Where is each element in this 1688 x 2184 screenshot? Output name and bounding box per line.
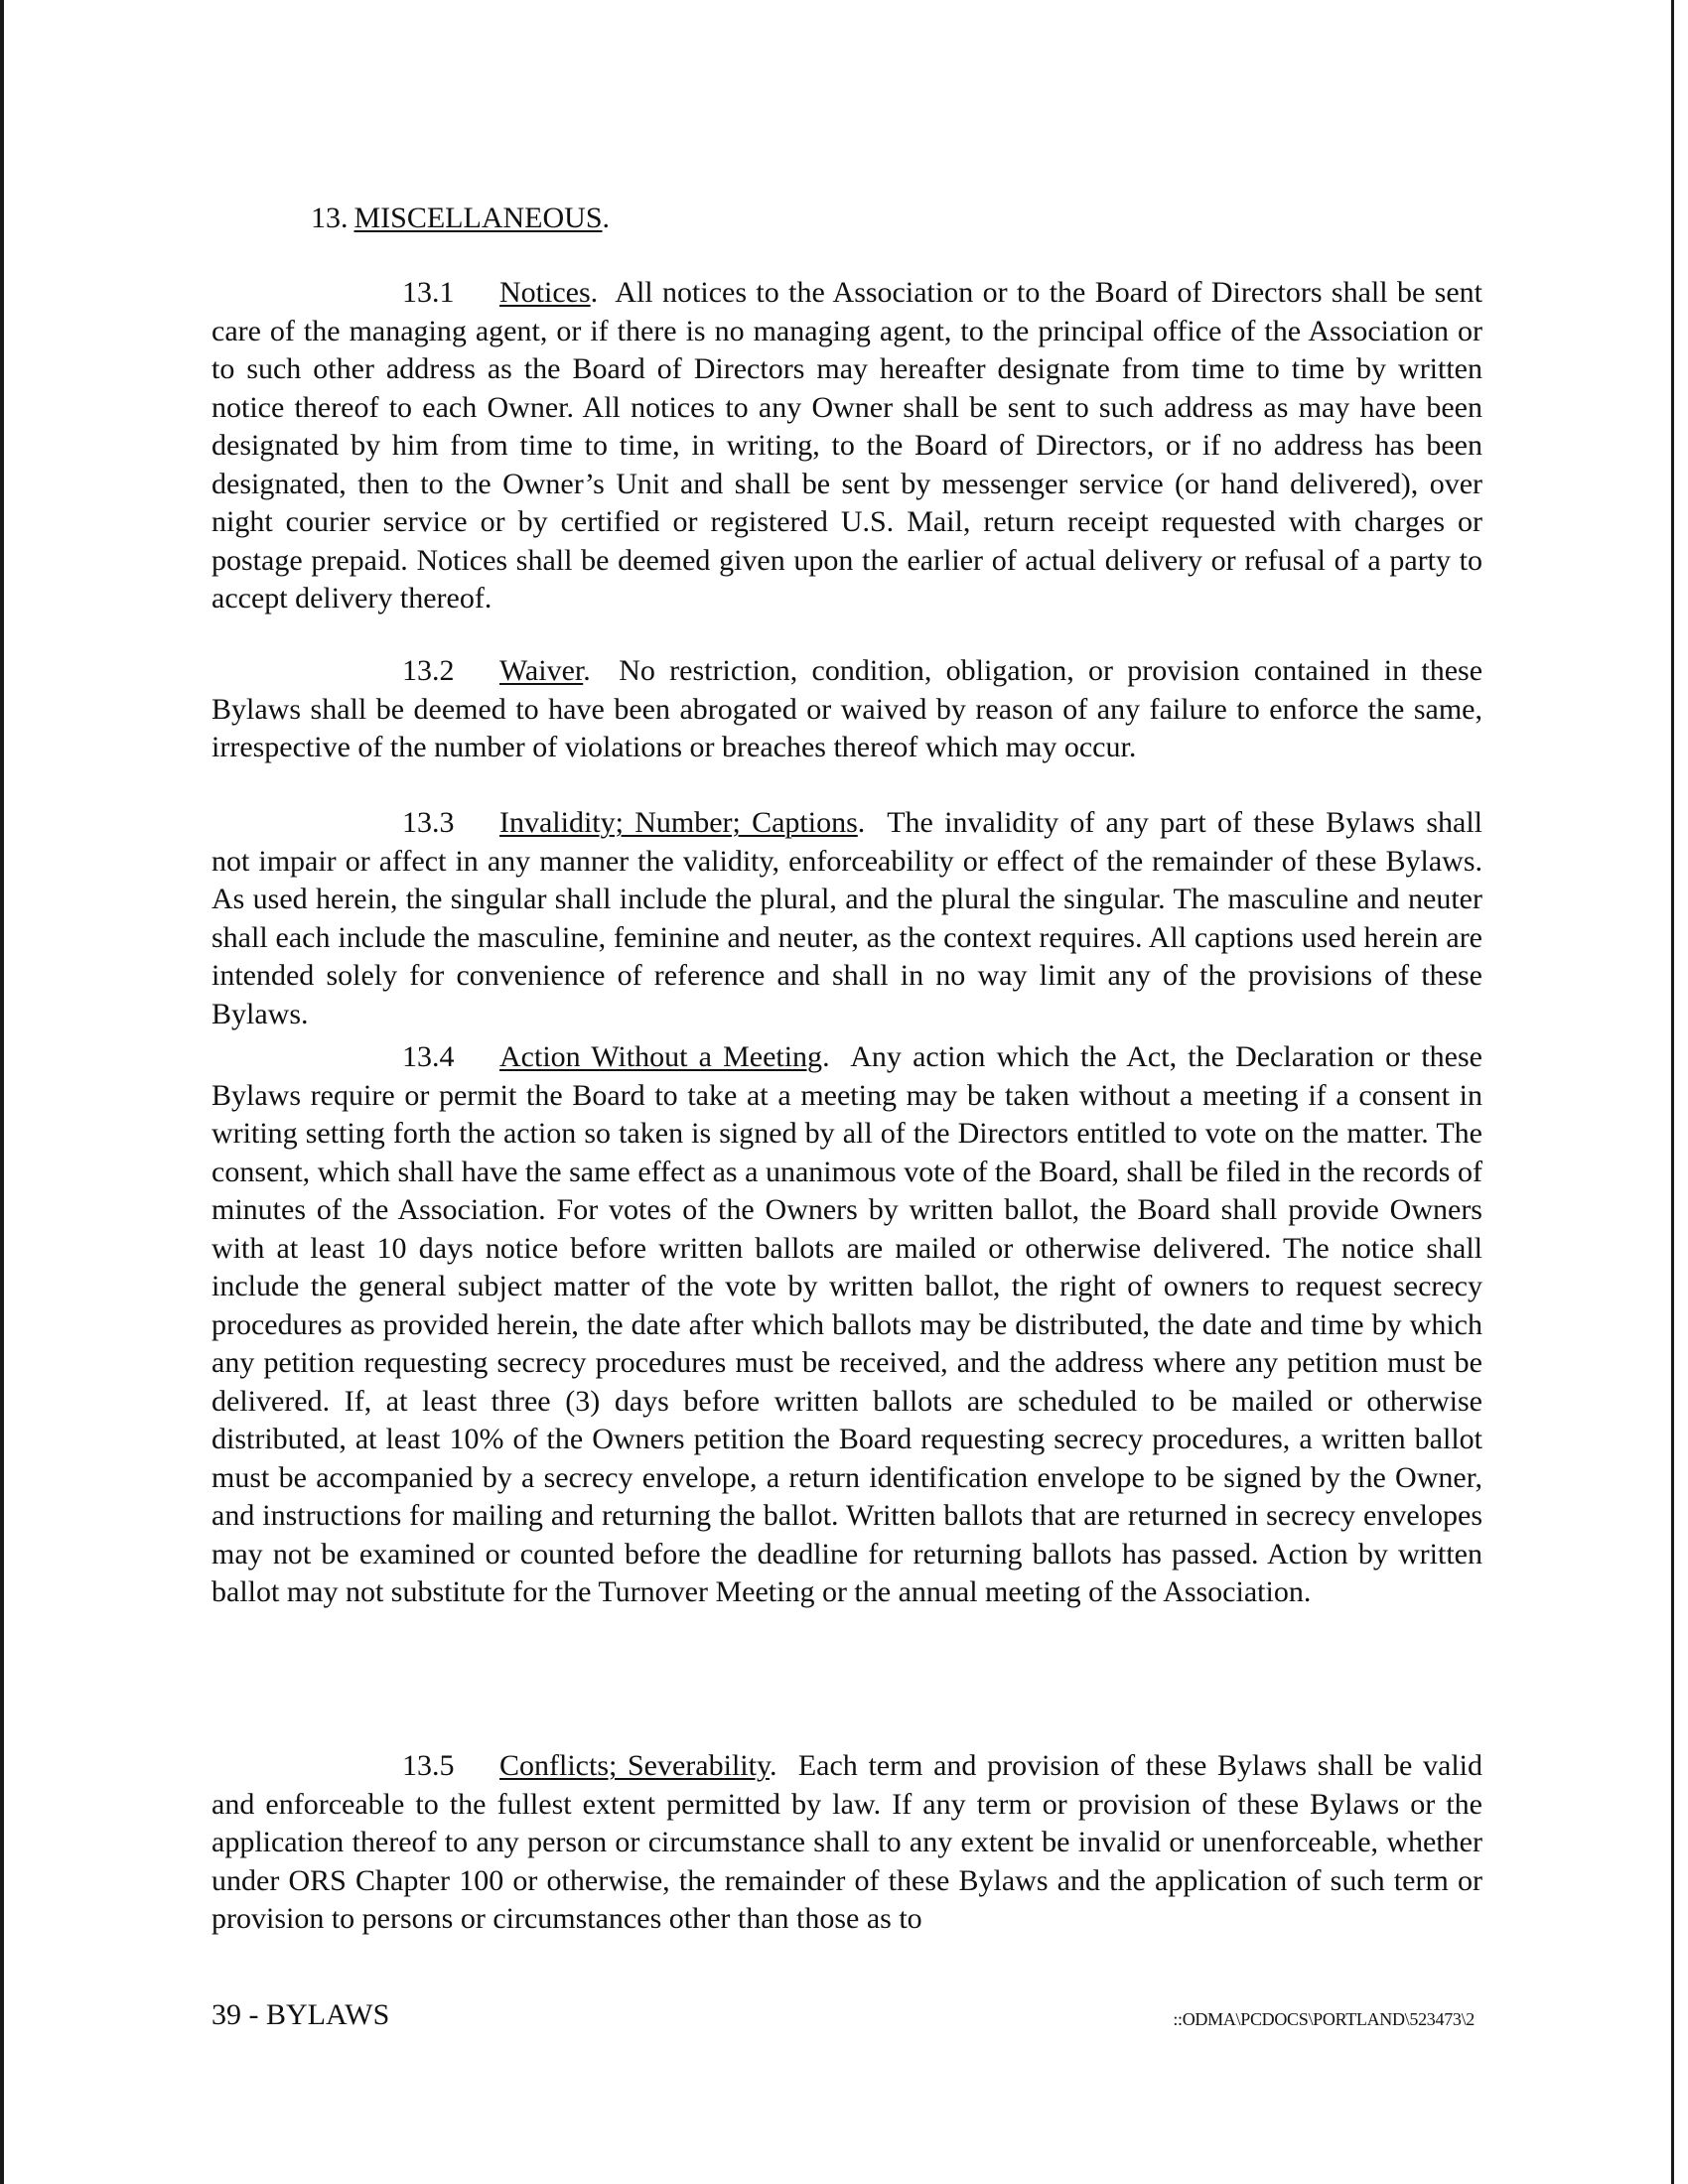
footer-doc-path: ::ODMA\PCDOCS\PORTLAND\523473\2 — [1173, 2009, 1475, 2029]
paragraph-13-1: 13.1 Notices. All notices to the Association or to the Board of Directors shall be sent care of the managing agent, or if there is no managing agent, to the principal office of the Association or to such other address as the Board of Directors may hereafter designate from time to time by written notice thereof to each Owner. All notices to any Owner shall be sent to such address as may have been designated by him from time to time, in writing, to the Board of Directors, or if no address has been designated, then to the Owner’s Unit and shall be sent by messenger service (or hand delivered), over night courier service or by certified or registered U.S. Mail, return receipt requested with charges or postage prepaid. Notices shall be deemed given upon the earlier of actual delivery or refusal of a party to accept delivery thereof. — [211, 276, 1482, 614]
paragraph-13-3: 13.3 Invalidity; Number; Captions. The invalidity of any part of these Bylaws shall not impair or affect in any manner the validity, enforceability or effect of the remainder of these Bylaws. As used herein, the singular shall include the plural, and the plural the singular. The masculine and neuter shall each include the masculine, feminine and neuter, as the context requires. All captions used herein are intended solely for convenience of reference and shall in no way limit any of the provisions of these Bylaws. — [211, 806, 1482, 1030]
footer-page-label: 39 - BYLAWS — [211, 1998, 390, 2031]
scan-border-right — [1671, 0, 1674, 2184]
paragraph-heading: Invalidity; Number; Captions — [499, 806, 858, 839]
paragraph-heading: Conflicts; Severability — [499, 1749, 771, 1782]
paragraph-heading: Waiver — [499, 654, 584, 687]
paragraph-13-2: 13.2 Waiver. No restriction, condition, obligation, or provision contained in these Bylaws shall be deemed to have been abrogated or waived by reason of any failure to enforce the same, irrespective of the number of violations or breaches thereof which may occur. — [211, 654, 1483, 763]
paragraph-text: No restriction, condition, obligation, or provision contained in these Bylaws shall be deemed to have been abrogated or waived by reason of any failure to enforce the same, irrespective of the number of violations or breaches thereof which may occur. — [211, 654, 1483, 763]
paragraph-text: Any action which the Act, the Declaration or these Bylaws require or permit the Board to take at a meeting may be taken without a meeting if a consent in writing setting forth the action so taken is signed by all of the Directors entitled to vote on the matter. The consent, which shall have the same effect as a unanimous vote of the Board, shall be filed in the records of minutes of the Association. For votes of the Owners by written ballot, the Board shall provide Owners with at least 10 days notice before written ballots are mailed or otherwise delivered. The notice shall include the general subject matter of the vote by written ballot, the right of owners to request secrecy procedures as provided herein, the date after which ballots may be distributed, the date and time by which any petition requesting secrecy procedures must be received, and the address where any petition must be delivered. If, at least three (3) days before written ballots are scheduled to be mailed or otherwise distributed, at least 10% of the Owners petition the Board requesting secrecy procedures, a written ballot must be accompanied by a secrecy envelope, a return identification envelope to be signed by the Owner, and instructions for mailing and returning the ballot. Written ballots that are returned in secrecy envelopes may not be examined or counted before the deadline for returning ballots has passed. Action by written ballot may not substitute for the Turnover Meeting or the annual meeting of the Association. — [211, 1040, 1482, 1608]
paragraph-number: 13.3 — [402, 806, 455, 839]
paragraph-text: All notices to the Association or to the Board of Directors shall be sent care of the managing agent, or if there is no managing agent, to the principal office of the Association or to such other address as the Board of Directors may hereafter designate from time to time by written notice thereof to each Owner. All notices to any Owner shall be sent to such address as may have been designated by him from time to time, in writing, to the Board of Directors, or if no address has been designated, then to the Owner’s Unit and shall be sent by messenger service (or hand delivered), over night courier service or by certified or registered U.S. Mail, return receipt requested with charges or postage prepaid. Notices shall be deemed given upon the earlier of actual delivery or refusal of a party to accept delivery thereof. — [211, 276, 1482, 614]
paragraph-number: 13.4 — [402, 1040, 455, 1073]
paragraph-13-5: 13.5 Conflicts; Severability. Each term and provision of these Bylaws shall be valid and enforceable to the fullest extent permitted by law. If any term or provision of these Bylaws or the application thereof to any person or circumstance shall to any extent be invalid or unenforceable, whether under ORS Chapter 100 or otherwise, the remainder of these Bylaws and the application of such term or provision to persons or circumstances other than those as to — [211, 1749, 1482, 1935]
scan-border-left — [0, 0, 4, 2184]
paragraph-13-4: 13.4 Action Without a Meeting. Any action which the Act, the Declaration or these Bylaws require or permit the Board to take at a meeting may be taken without a meeting if a consent in writing setting forth the action so taken is signed by all of the Directors entitled to vote on the matter. The consent, which shall have the same effect as a unanimous vote of the Board, shall be filed in the records of minutes of the Association. For votes of the Owners by written ballot, the Board shall provide Owners with at least 10 days notice before written ballots are mailed or otherwise delivered. The notice shall include the general subject matter of the vote by written ballot, the right of owners to request secrecy procedures as provided herein, the date after which ballots may be distributed, the date and time by which any petition requesting secrecy procedures must be received, and the address where any petition must be delivered. If, at least three (3) days before written ballots are scheduled to be mailed or otherwise distributed, at least 10% of the Owners petition the Board requesting secrecy procedures, a written ballot must be accompanied by a secrecy envelope, a return identification envelope to be signed by the Owner, and instructions for mailing and returning the ballot. Written ballots that are returned in secrecy envelopes may not be examined or counted before the deadline for returning ballots has passed. Action by written ballot may not substitute for the Turnover Meeting or the annual meeting of the Association. — [211, 1040, 1482, 1608]
paragraph-number: 13.1 — [402, 276, 455, 309]
section-heading: 13. MISCELLANEOUS. — [311, 202, 611, 234]
section-number: 13. — [311, 202, 349, 234]
paragraph-text: Each term and provision of these Bylaws shall be valid and enforceable to the fullest extent permitted by law. If any term or provision of these Bylaws or the application thereof to any person or circumstance shall to any extent be invalid or unenforceable, whether under ORS Chapter 100 or otherwise, the remainder of these Bylaws and the application of such term or provision to persons or circumstances other than those as to — [211, 1749, 1482, 1935]
paragraph-heading: Notices — [499, 276, 591, 309]
paragraph-number: 13.2 — [402, 654, 455, 687]
paragraph-text: The invalidity of any part of these Bylaws shall not impair or affect in any manner the validity, enforceability or effect of the remainder of these Bylaws. As used herein, the singular shall include the plural, and the plural the singular. The masculine and neuter shall each include the masculine, feminine and neuter, as the context requires. All captions used herein are intended solely for convenience of reference and shall in no way limit any of the provisions of these Bylaws. — [211, 806, 1482, 1030]
section-title: MISCELLANEOUS — [353, 202, 603, 234]
paragraph-heading: Action Without a Meeting — [499, 1040, 823, 1073]
paragraph-number: 13.5 — [402, 1749, 455, 1782]
